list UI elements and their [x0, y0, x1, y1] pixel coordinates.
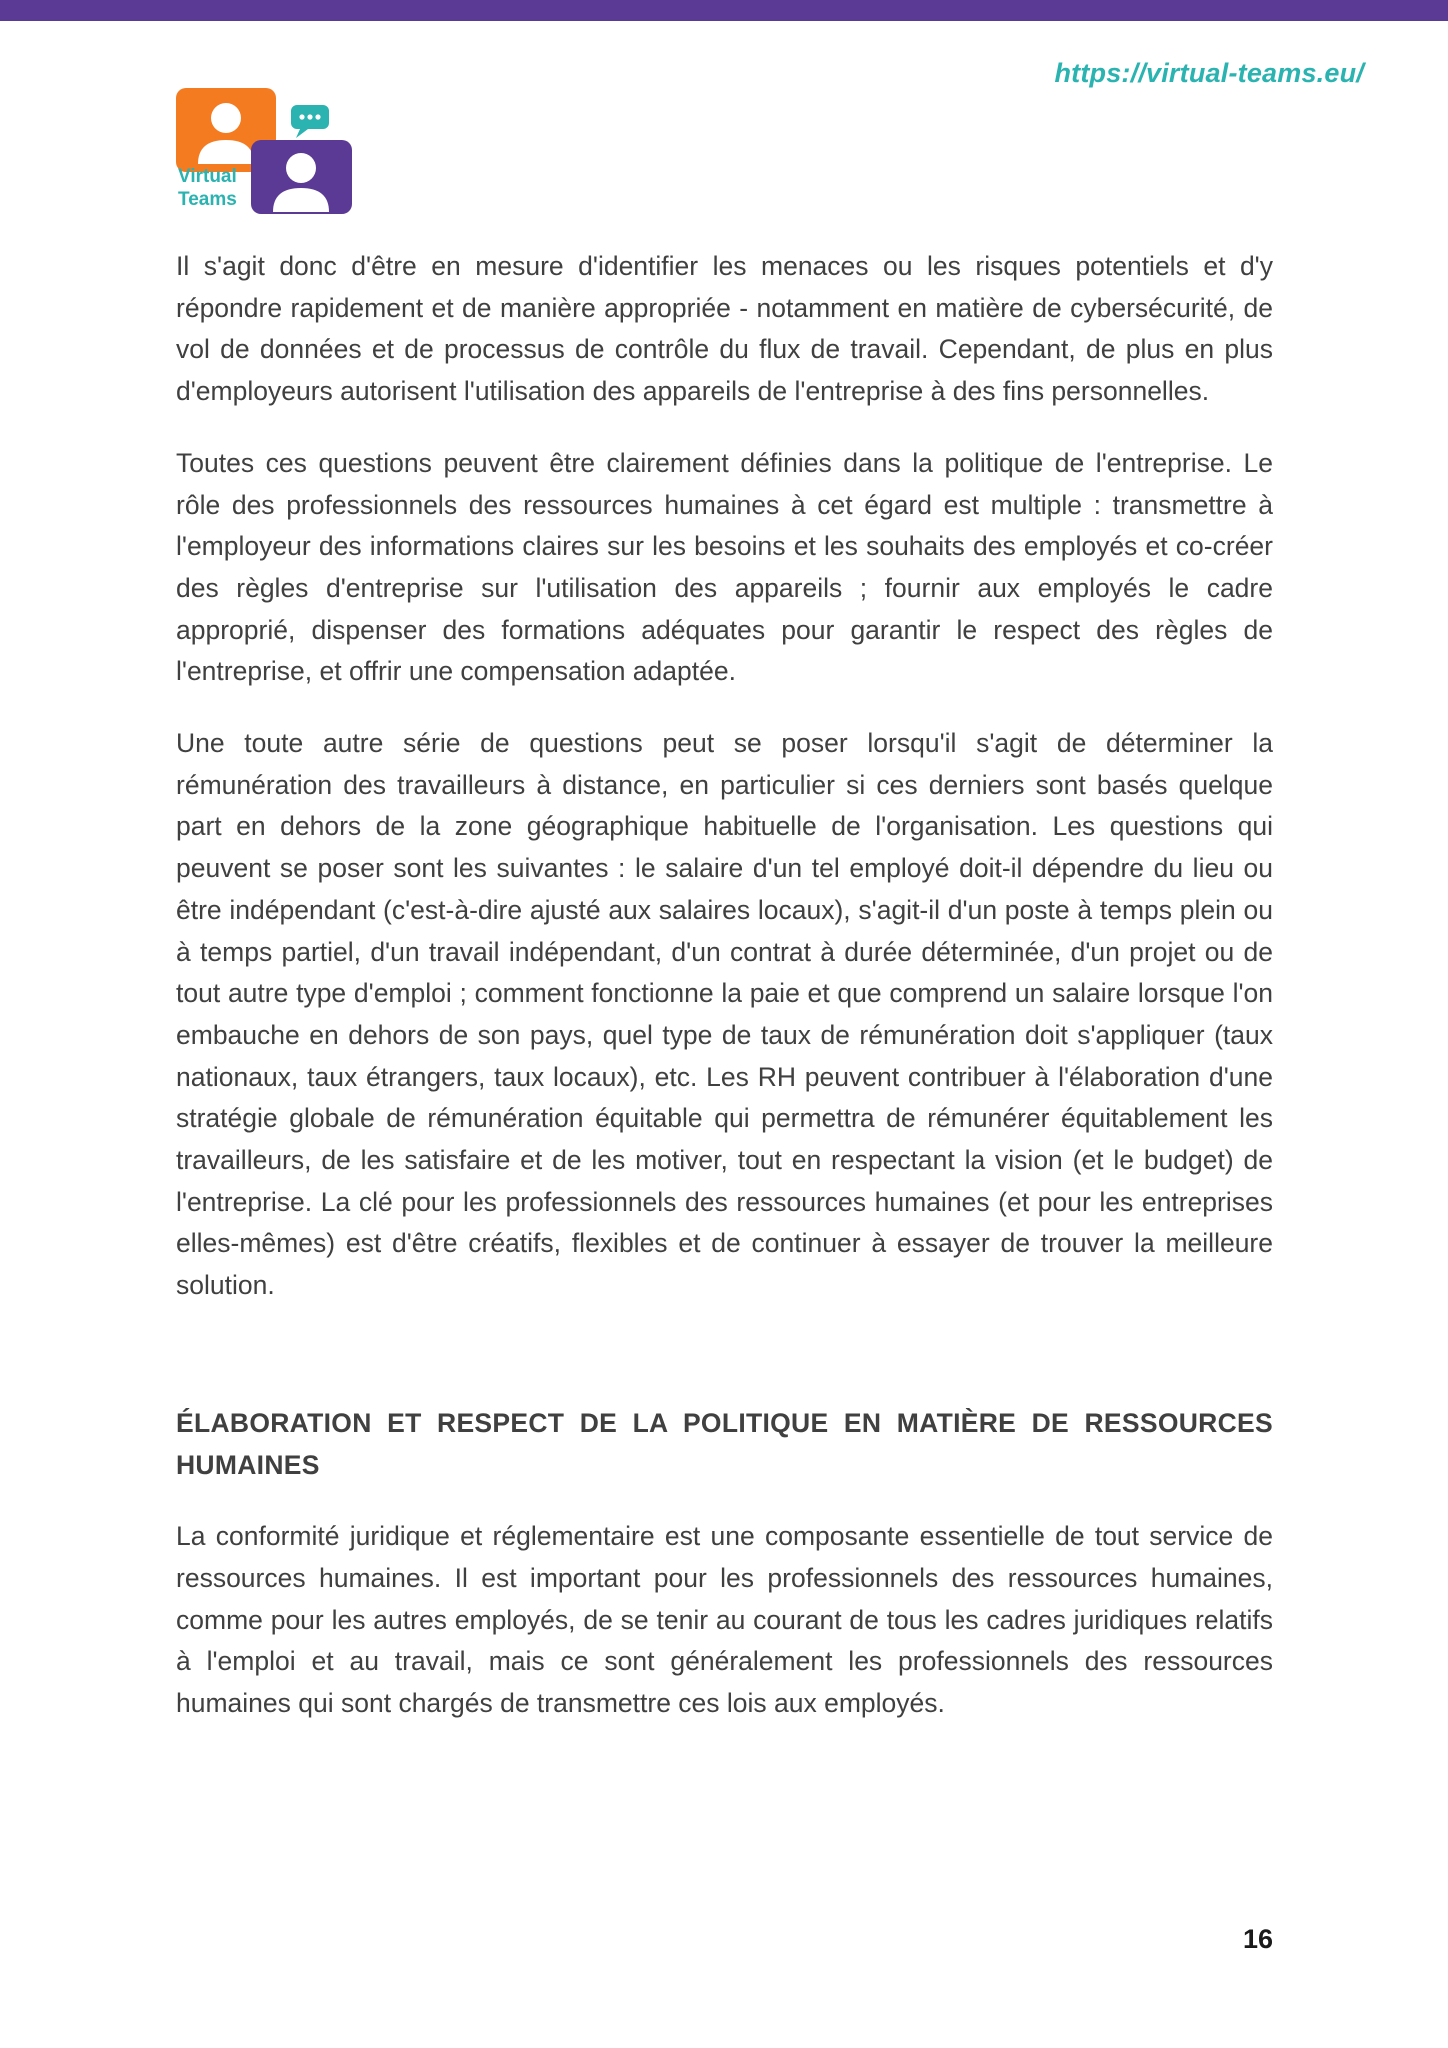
page-content: [176, 246, 1273, 1755]
logo-text-line2: Teams: [178, 189, 237, 210]
top-color-bar: [0, 0, 1448, 21]
logo-text-line1: Virtual: [178, 166, 237, 187]
logo-graphic: [176, 88, 352, 214]
page-number: 16: [1242, 1924, 1273, 1954]
body-paragraph: Une toute autre série de questions peut se poser lorsqu'il s'agit de déterminer la rémunération des travailleurs à distance, en particulier si ces derniers sont basés quelque part en dehors de la zone géographique habituelle de l'organisation. Les questions qui peuvent se poser sont les suivantes : le salaire d'un tel employé doit-il dépendre du lieu ou être indépendant (c'est-à-dire ajusté aux salaires locaux), s'agit-il d'un poste à temps plein ou à temps partiel, d'un travail indépendant, d'un contrat à durée déterminée, d'un projet ou de tout autre type d'emploi ; comment fonctionne la paie et que comprend un salaire lorsque l'on embauche en dehors de son pays, quel type de taux de rémunération doit s'appliquer (taux nationaux, taux étrangers, taux locaux), etc. Les RH peuvent contribuer à l'élaboration d'une stratégie globale de rémunération équitable qui permettra de rémunérer équitablement les travailleurs, de les satisfaire et de les motiver, tout en respectant la vision (et le budget) de l'entreprise. La clé pour les professionnels des ressources humaines (et pour les entreprises elles-mêmes) est d'être créatifs, flexibles et de continuer à essayer de trouver la meilleure solution.: [176, 728, 1273, 1301]
site-url-link[interactable]: https://virtual-teams.eu/: [1054, 58, 1364, 88]
section-heading: ÉLABORATION ET RESPECT DE LA POLITIQUE EN MATIÈRE DE RESSOURCES HUMAINES: [176, 1407, 1273, 1480]
body-paragraph: Il s'agit donc d'être en mesure d'identifier les menaces ou les risques potentiels et d'y répondre rapidement et de manière appropriée - notamment en matière de cybersécurité, de vol de données et de processus de contrôle du flux de travail. Cependant, de plus en plus d'employeurs autorisent l'utilisation des appareils de l'entreprise à des fins personnelles.: [176, 251, 1273, 407]
body-paragraph: La conformité juridique et réglementaire est une composante essentielle de tout service de ressources humaines. Il est important pour les professionnels des ressources humaines, comme pour les autres employés, de se tenir au courant de tous les cadres juridiques relatifs à l'emploi et au travail, mais ce sont généralement les professionnels des ressources humaines qui sont chargés de transmettre ces lois aux employés.: [176, 1521, 1273, 1719]
body-paragraph: Toutes ces questions peuvent être clairement définies dans la politique de l'entreprise. Le rôle des professionnels des ressources humaines à cet égard est multiple : transmettre à l'employeur des informations claires sur les besoins et les souhaits des employés et co-créer des règles d'entreprise sur l'utilisation des appareils ; fournir aux employés le cadre approprié, dispenser des formations adéquates pour garantir le respect des règles de l'entreprise, et offrir une compensation adaptée.: [176, 447, 1273, 687]
virtual-teams-logo: [176, 88, 352, 214]
